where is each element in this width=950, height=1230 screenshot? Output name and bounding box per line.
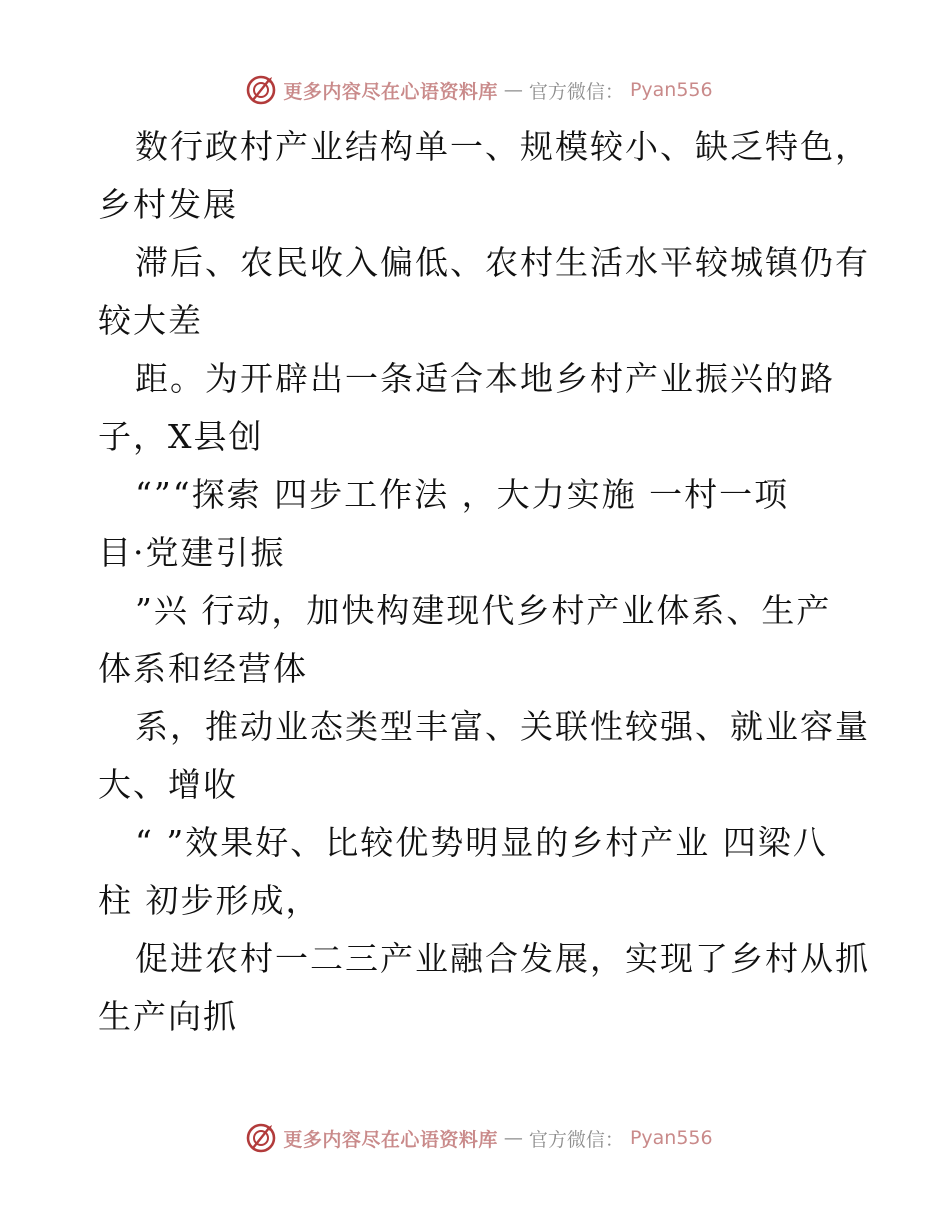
logo-icon (245, 74, 277, 106)
header-banner (0, 70, 950, 110)
text-line: 目·党建引振 (98, 533, 286, 572)
footer-banner (0, 1118, 950, 1158)
text-line: 子，X县创 (98, 417, 264, 456)
text-line: 滞后、农民收入偏低、农村生活水平较城镇仍有 (135, 243, 870, 282)
text-line: 系，推动业态类型丰富、关联性较强、就业容量 (135, 707, 870, 746)
text-line: 距。为开辟出一条适合本地乡村产业振兴的路 (135, 359, 835, 398)
text-line: 体系和经营体 (98, 649, 308, 688)
header-banner-content (245, 74, 712, 106)
document-body (98, 118, 870, 1046)
text-line: “ ”效果好、比较优势明显的乡村产业 四梁八 (135, 823, 828, 862)
text-line: 大、增收 (98, 765, 238, 804)
text-line: 乡村发展 (98, 185, 238, 224)
text-line: 柱 初步形成， (98, 881, 321, 920)
banner-title: 更多内容尽在心语资料库 (283, 80, 498, 103)
text-line: ”兴 行动，加快构建现代乡村产业体系、生产 (135, 591, 832, 630)
banner-wechat-label: 官方微信： (528, 1128, 624, 1151)
banner-separator: — (503, 1127, 523, 1149)
logo-icon (245, 1122, 277, 1154)
banner-separator: — (503, 79, 523, 101)
banner-title: 更多内容尽在心语资料库 (283, 1128, 498, 1151)
banner-wechat-id: Pyan556 (629, 79, 713, 101)
text-line: 数行政村产业结构单一、规模较小、缺乏特色， (135, 127, 870, 166)
text-line: 较大差 (98, 301, 203, 340)
text-line: 促进农村一二三产业融合发展，实现了乡村从抓 (135, 939, 870, 978)
banner-wechat-id: Pyan556 (629, 1127, 713, 1149)
footer-banner-content (245, 1122, 712, 1154)
text-line: “”“探索 四步工作法 ，大力实施 一村一项 (135, 475, 790, 514)
banner-wechat-label: 官方微信： (528, 80, 624, 103)
text-line: 生产向抓 (98, 997, 238, 1036)
